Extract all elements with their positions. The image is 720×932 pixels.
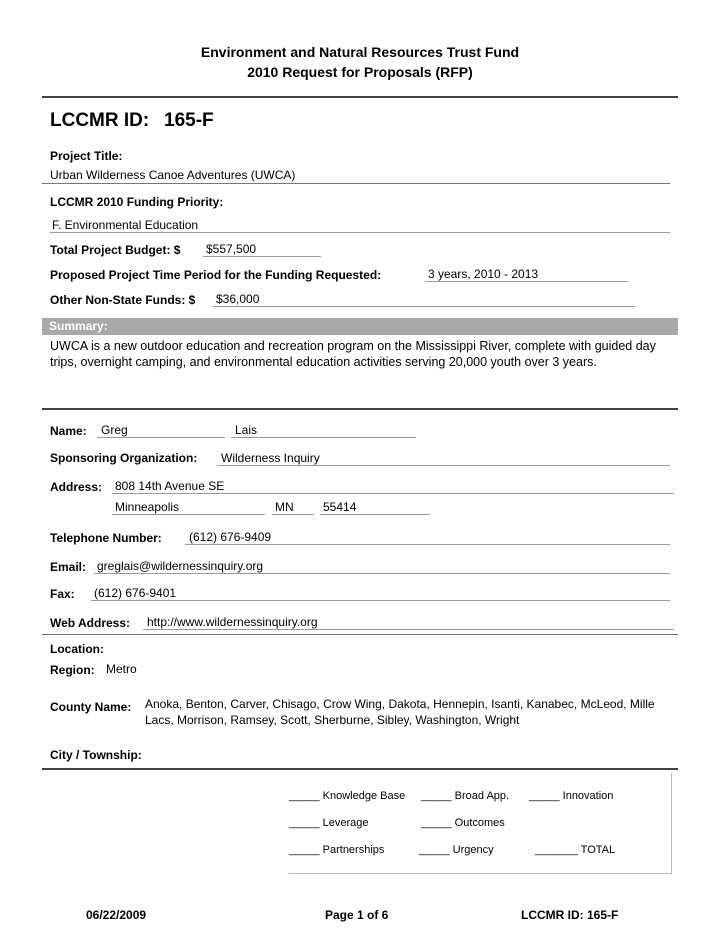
region-value: Metro bbox=[106, 662, 137, 676]
street-value: 808 14th Avenue SE bbox=[115, 479, 225, 493]
header-title: Environment and Natural Resources Trust Fund bbox=[200, 44, 520, 60]
score-knowledge-base: _____ Knowledge Base bbox=[289, 790, 406, 802]
organization-value: Wilderness Inquiry bbox=[221, 451, 320, 465]
underline bbox=[425, 281, 628, 282]
score-leverage: _____ Leverage bbox=[289, 817, 369, 829]
address-label: Address: bbox=[50, 480, 103, 494]
underline bbox=[143, 629, 674, 630]
divider bbox=[42, 183, 670, 184]
divider bbox=[42, 96, 678, 98]
telephone-value: (612) 676-9409 bbox=[189, 530, 272, 544]
county-value: Anoka, Benton, Carver, Chisago, Crow Wing, Dakota, Hennepin, Isanti, Kanabec, McLeod, Mille Lacs, Morrison, Ramsey, Scott, Sherburne, Sibley, Washington, Wright bbox=[145, 697, 655, 727]
lccmr-id-value: 165-F bbox=[164, 110, 214, 131]
funding-priority-label: LCCMR 2010 Funding Priority: bbox=[50, 195, 224, 209]
underline bbox=[231, 437, 416, 438]
score-broad-app: _____ Broad App. bbox=[421, 790, 510, 802]
web-address-label: Web Address: bbox=[50, 616, 131, 630]
organization-label: Sponsoring Organization: bbox=[50, 451, 198, 465]
last-name-value: Lais bbox=[235, 423, 258, 437]
email-label: Email: bbox=[50, 560, 87, 574]
web-address-value: http://www.wildernessinquiry.org bbox=[147, 615, 318, 629]
summary-text: UWCA is a new outdoor education and recreation program on the Mississippi River, complete with guided day trips, overnight camping, and environmental education activities serving 20,000 youth over 3 years. bbox=[50, 339, 656, 369]
underline bbox=[112, 514, 265, 515]
location-label: Location: bbox=[50, 642, 104, 656]
time-period-value: 3 years, 2010 - 2013 bbox=[428, 267, 539, 281]
underline bbox=[217, 465, 670, 466]
divider bbox=[42, 768, 678, 770]
non-state-funds-value: $36,000 bbox=[216, 292, 260, 306]
lccmr-id-label: LCCMR ID: bbox=[50, 110, 150, 131]
city-township-label: City / Township: bbox=[50, 748, 142, 762]
zip-value: 55414 bbox=[323, 500, 357, 514]
underline bbox=[320, 514, 430, 515]
underline bbox=[94, 573, 670, 574]
divider bbox=[42, 634, 678, 635]
underline bbox=[203, 256, 321, 257]
budget-value: $557,500 bbox=[206, 242, 257, 256]
region-label: Region: bbox=[50, 663, 95, 677]
score-innovation: _____ Innovation bbox=[529, 790, 614, 802]
state-value: MN bbox=[275, 500, 294, 514]
underline bbox=[112, 493, 674, 494]
telephone-label: Telephone Number: bbox=[50, 531, 162, 545]
score-partnerships: _____ Partnerships bbox=[289, 844, 385, 856]
underline bbox=[50, 232, 670, 233]
name-label: Name: bbox=[50, 424, 87, 438]
fax-label: Fax: bbox=[50, 587, 75, 601]
email-value: greglais@wildernessinquiry.org bbox=[97, 559, 264, 573]
county-label: County Name: bbox=[50, 700, 132, 714]
footer-date: 06/22/2009 bbox=[86, 908, 147, 922]
summary-header: Summary: bbox=[42, 318, 678, 335]
city-value: Minneapolis bbox=[115, 500, 180, 514]
non-state-funds-label: Other Non-State Funds: $ bbox=[50, 293, 196, 307]
score-outcomes: _____ Outcomes bbox=[421, 817, 505, 829]
budget-label: Total Project Budget: $ bbox=[50, 243, 181, 257]
funding-priority-value: F. Environmental Education bbox=[52, 218, 199, 232]
score-total: _______ TOTAL bbox=[535, 844, 616, 856]
project-title-label: Project Title: bbox=[50, 149, 123, 163]
underline bbox=[185, 544, 670, 545]
score-urgency: _____ Urgency bbox=[419, 844, 494, 856]
fax-value: (612) 676-9401 bbox=[94, 586, 177, 600]
first-name-value: Greg bbox=[101, 423, 128, 437]
footer-page: Page 1 of 6 bbox=[325, 908, 389, 922]
footer-id: LCCMR ID: 165-F bbox=[521, 908, 619, 922]
header-subtitle: 2010 Request for Proposals (RFP) bbox=[247, 64, 473, 80]
underline bbox=[272, 514, 314, 515]
time-period-label: Proposed Project Time Period for the Funding Requested: bbox=[50, 268, 382, 282]
project-title-value: Urban Wilderness Canoe Adventures (UWCA) bbox=[50, 168, 296, 182]
divider bbox=[42, 408, 678, 410]
underline bbox=[213, 306, 635, 307]
underline bbox=[97, 437, 225, 438]
underline bbox=[91, 600, 670, 601]
